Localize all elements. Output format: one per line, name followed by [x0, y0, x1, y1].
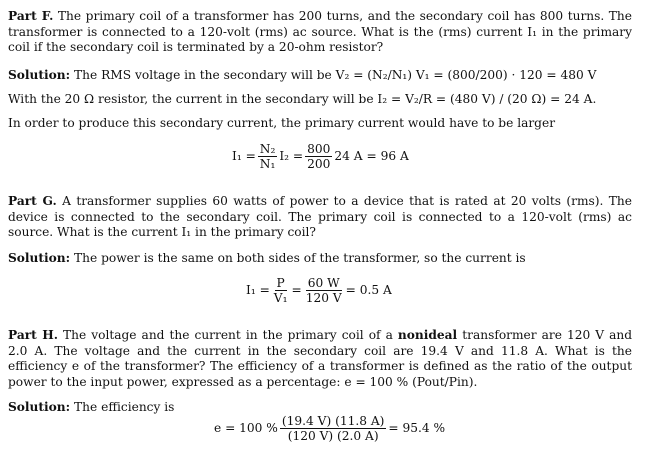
part-f-label: Part F.: [8, 9, 54, 23]
part-f-question-text: The primary coil of a transformer has 200 turns, and the secondary coil has 800 turns. The transformer is connected to a 120-volt (rms) ac source. What is the (rms) current I₁ in the primary coil if the secondary coil is terminated by a 20-ohm resistor?: [8, 9, 632, 55]
part-h-question: [8, 328, 632, 390]
part-f-solution-label: Solution:: [8, 68, 71, 82]
part-g-eq-equals: =: [291, 282, 302, 297]
part-g-eq-frac1-denominator: V₁: [273, 291, 288, 305]
part-h-question-bold: nonideal: [397, 328, 458, 342]
part-h-eq-frac-numerator: (19.4 V) (11.8 A): [281, 414, 385, 428]
part-h-eq-lhs: e = 100 %: [214, 420, 278, 435]
part-g-eq-rhs: = 0.5 A: [345, 282, 392, 297]
part-f-solution-line-2: With the 20 Ω resistor, the current in the secondary will be I₂ = V₂/R = (480 V) / (20 Ω) = 24 A.: [8, 92, 597, 106]
part-f-eq-mid: I₂ =: [279, 148, 304, 163]
part-h-question-text-b: transformer are 120 V and 2.0 A. The voltage and the current in the secondary coil are 19.4 V and 11.8 A. What is the efficiency e of the transformer? The efficiency of a transformer is defined as the ratio of the output power to the input power, expressed as a percentage: e = 100 % (Pout/Pin).: [8, 328, 633, 389]
part-f-eq-frac1-denominator: N₁: [259, 157, 276, 171]
part-f-eq-fraction-1: [258, 142, 278, 171]
part-h-solution-line-1: [8, 400, 174, 416]
part-h-eq-frac-denominator: (120 V) (2.0 A): [287, 429, 379, 443]
part-f-eq-rhs: 24 A = 96 A: [334, 148, 409, 163]
part-f-eq-frac1-numerator: N₂: [259, 142, 276, 156]
part-h-eq-fraction: [280, 414, 387, 443]
part-g-eq-frac1-numerator: P: [276, 276, 285, 290]
part-g-eq-fraction-2: [304, 276, 344, 305]
part-g-equation: [246, 276, 392, 305]
part-h-label: Part H.: [8, 328, 58, 342]
part-f-eq-lhs: I₁ =: [232, 148, 256, 163]
part-f-eq-frac2-numerator: 800: [307, 142, 331, 156]
part-g-eq-frac2-numerator: 60 W: [307, 276, 340, 290]
part-h-eq-rhs: = 95.4 %: [388, 420, 446, 435]
part-h-solution-label: Solution:: [8, 400, 71, 414]
part-f-eq-frac2-denominator: 200: [307, 157, 331, 171]
part-g-eq-lhs: I₁ =: [246, 282, 270, 297]
part-h-question-text-a: The voltage and the current in the primary coil of a: [63, 328, 393, 342]
part-g-eq-frac2-denominator: 120 V: [305, 291, 342, 305]
part-h-solution-text-1: The efficiency is: [74, 400, 175, 414]
part-g-eq-fraction-1: [272, 276, 290, 305]
part-g-solution-line-1: [8, 251, 526, 267]
part-g-solution-text-1: The power is the same on both sides of the transformer, so the current is: [74, 251, 526, 265]
part-f-solution-text-1: The RMS voltage in the secondary will be V₂ = (N₂/N₁) V₁ = (800/200) · 120 = 480 V: [74, 68, 597, 82]
part-h-equation: [214, 414, 445, 443]
part-g-question: [8, 194, 632, 241]
part-g-solution-label: Solution:: [8, 251, 71, 265]
part-f-question: [8, 9, 632, 56]
part-f-eq-fraction-2: [305, 142, 332, 171]
part-f-equation: [232, 142, 409, 171]
part-f-solution-line-1: [8, 68, 596, 84]
part-g-question-text: A transformer supplies 60 watts of power to a device that is rated at 20 volts (rms). The device is connected to the secondary coil. The primary coil is connected to a 120-volt (rms) ac source. What is the current I₁ in the primary coil?: [8, 194, 632, 240]
part-g-label: Part G.: [8, 194, 57, 208]
part-f-solution-line-3: In order to produce this secondary current, the primary current would have to be larger: [8, 116, 556, 130]
